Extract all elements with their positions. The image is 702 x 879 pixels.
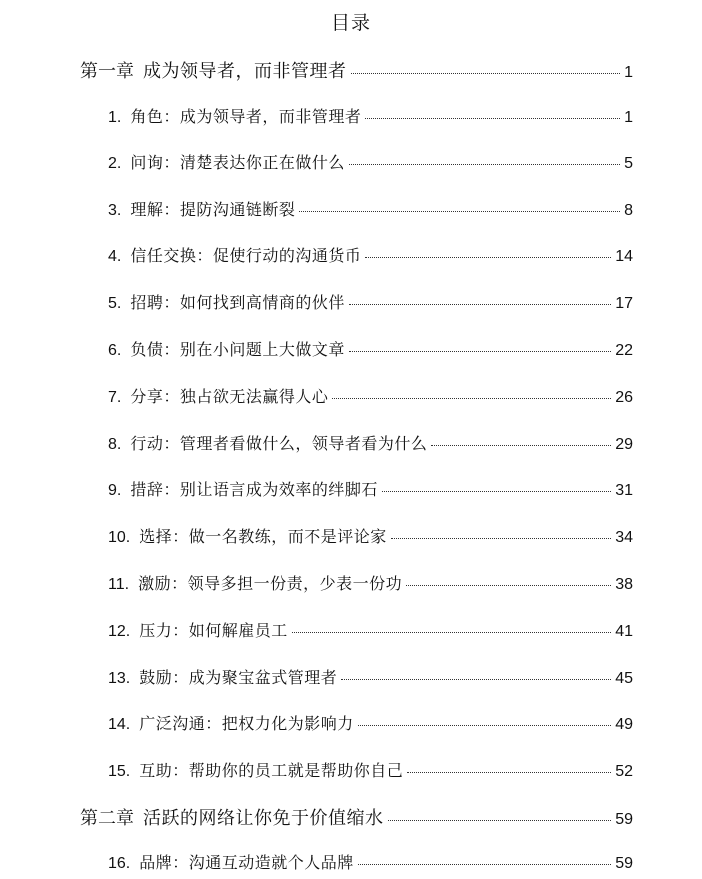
section-title: 压力：如何解雇员工: [139, 621, 288, 640]
section-number: 6.: [108, 342, 122, 359]
toc-section-5[interactable]: [108, 290, 633, 313]
dot-leader: [292, 632, 611, 633]
dot-leader: [407, 772, 611, 773]
dot-leader: [349, 304, 611, 305]
page-number: 59: [615, 855, 633, 872]
dot-leader: [391, 538, 611, 539]
toc-section-8[interactable]: [108, 431, 633, 454]
page-number: 17: [615, 295, 633, 312]
chapter-label: 第一章: [80, 61, 134, 81]
dot-leader: [365, 118, 620, 119]
section-number: 11.: [108, 576, 130, 593]
section-number: 8.: [108, 436, 122, 453]
dot-leader: [341, 679, 611, 680]
page-number: 41: [615, 623, 633, 640]
toc-section-4[interactable]: [108, 243, 633, 266]
toc-section-14[interactable]: [108, 711, 633, 734]
chapter-title: 成为领导者，而非管理者: [143, 61, 347, 82]
section-number: 7.: [108, 389, 122, 406]
dot-leader: [388, 820, 612, 821]
section-title: 问询：清楚表达你正在做什么: [130, 153, 345, 172]
page-number: 29: [615, 436, 633, 453]
section-title: 角色：成为领导者，而非管理者: [130, 107, 362, 126]
section-number: 4.: [108, 248, 122, 265]
page-number: 45: [615, 670, 633, 687]
page-number: 1: [624, 109, 633, 126]
section-number: 14.: [108, 716, 131, 733]
section-number: 10.: [108, 529, 131, 546]
toc-section-16[interactable]: [108, 850, 633, 873]
section-number: 9.: [108, 482, 122, 499]
section-title: 广泛沟通：把权力化为影响力: [139, 714, 354, 733]
page-number: 34: [615, 529, 633, 546]
toc-section-11[interactable]: [108, 571, 633, 594]
toc-chapter-2[interactable]: [80, 804, 633, 830]
section-number: 1.: [108, 109, 122, 126]
page-number: 14: [615, 248, 633, 265]
section-title: 行动：管理者看做什么，领导者看为什么: [130, 434, 428, 453]
section-title: 招聘：如何找到高情商的伙伴: [130, 293, 345, 312]
toc-section-1[interactable]: [108, 104, 633, 127]
section-title: 鼓励：成为聚宝盆式管理者: [139, 668, 338, 687]
dot-leader: [299, 211, 620, 212]
section-number: 15.: [108, 763, 131, 780]
page-number: 31: [615, 482, 633, 499]
section-title: 品牌：沟通互动造就个人品牌: [139, 853, 354, 872]
toc-section-6[interactable]: [108, 337, 633, 360]
section-title: 分享：独占欲无法赢得人心: [130, 387, 329, 406]
section-number: 12.: [108, 623, 131, 640]
page-number: 49: [615, 716, 633, 733]
dot-leader: [351, 73, 621, 74]
dot-leader: [431, 445, 611, 446]
page-number: 38: [615, 576, 633, 593]
section-number: 16.: [108, 855, 131, 872]
dot-leader: [406, 585, 611, 586]
chapter-label: 第二章: [80, 808, 134, 828]
section-number: 5.: [108, 295, 122, 312]
dot-leader: [349, 164, 620, 165]
dot-leader: [365, 257, 611, 258]
toc-section-10[interactable]: [108, 524, 633, 547]
section-title: 措辞：别让语言成为效率的绊脚石: [130, 480, 378, 499]
section-title: 选择：做一名教练，而不是评论家: [139, 527, 387, 546]
section-number: 3.: [108, 202, 122, 219]
section-title: 激励：领导多担一份责，少表一份功: [138, 574, 403, 593]
page-number: 5: [624, 155, 633, 172]
page-number: 22: [615, 342, 633, 359]
toc-section-15[interactable]: [108, 758, 633, 781]
dot-leader: [349, 351, 611, 352]
page-number: 8: [624, 202, 633, 219]
toc-section-9[interactable]: [108, 477, 633, 500]
toc-section-7[interactable]: [108, 384, 633, 407]
section-number: 13.: [108, 670, 131, 687]
section-number: 2.: [108, 155, 122, 172]
toc-section-3[interactable]: [108, 197, 633, 220]
toc-chapter-1[interactable]: [80, 57, 633, 83]
dot-leader: [332, 398, 611, 399]
dot-leader: [382, 491, 611, 492]
toc-section-13[interactable]: [108, 665, 633, 688]
page-number: 1: [624, 64, 633, 81]
toc-heading: 目录: [330, 12, 371, 34]
chapter-title: 活跃的网络让你免于价值缩水: [143, 808, 384, 829]
page-number: 26: [615, 389, 633, 406]
dot-leader: [358, 725, 611, 726]
page-number: 52: [615, 763, 633, 780]
page-number: 59: [615, 811, 633, 828]
section-title: 负债：别在小问题上大做文章: [130, 340, 345, 359]
section-title: 信任交换：促使行动的沟通货币: [130, 246, 362, 265]
toc-section-2[interactable]: [108, 150, 633, 173]
section-title: 互助：帮助你的员工就是帮助你自己: [139, 761, 404, 780]
toc-section-12[interactable]: [108, 618, 633, 641]
section-title: 理解：提防沟通链断裂: [130, 200, 296, 219]
dot-leader: [358, 864, 611, 865]
